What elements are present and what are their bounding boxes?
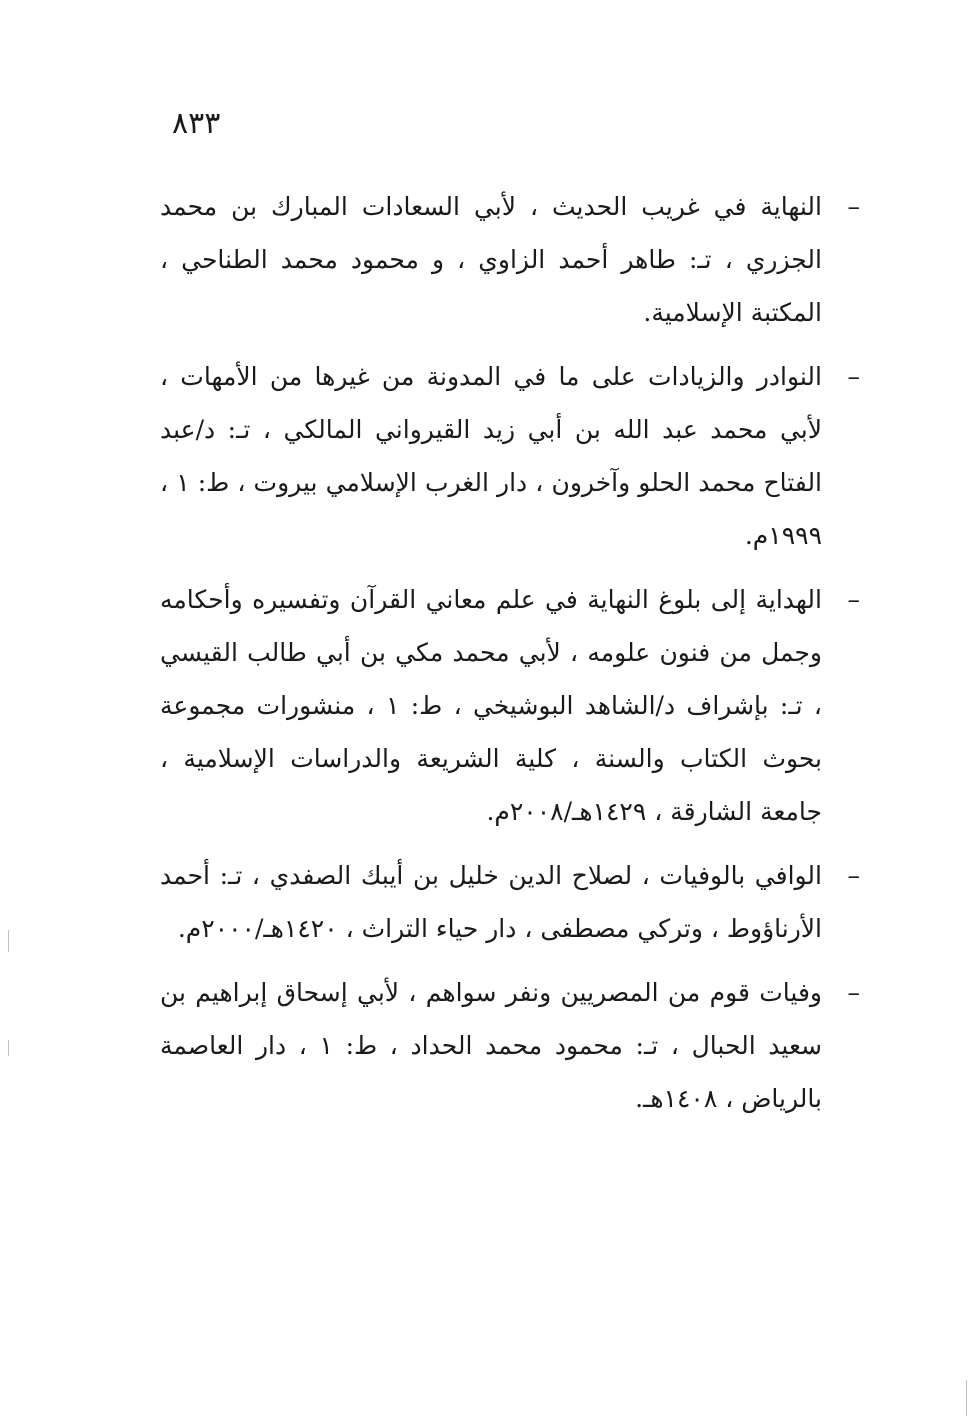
bullet-dash: – xyxy=(847,861,860,890)
scan-edge-mark xyxy=(966,1380,967,1416)
page-number: ٨٣٣ xyxy=(172,106,221,141)
entry-text: الوافي بالوفيات ، لصلاح الدين خليل بن أيبك الصفدي ، تـ: أحمد الأرناؤوط ، وتركي مصطفى ، دار حياء التراث ، ١٤٢٠هـ/٢٠٠٠م. xyxy=(160,861,822,943)
entry-text: النهاية في غريب الحديث ، لأبي السعادات المبارك بن محمد الجزري ، تـ: طاهر أحمد الزاوي ، و محمود محمد الطناحي ، المكتبة الإسلامية. xyxy=(160,192,822,327)
bullet-dash: – xyxy=(847,192,860,221)
entry-text: وفيات قوم من المصريين ونفر سواهم ، لأبي إسحاق إبراهيم بن سعيد الحبال ، تـ: محمود محمد الحداد ، ط: ١ ، دار العاصمة بالرياض ، ١٤٠٨هـ. xyxy=(160,978,822,1113)
bibliography-entry xyxy=(160,849,860,955)
bibliography-entry xyxy=(160,180,860,339)
bullet-dash: – xyxy=(847,978,860,1007)
entry-text: الهداية إلى بلوغ النهاية في علم معاني القرآن وتفسيره وأحكامه وجمل من فنون علومه ، لأبي محمد مكي بن أبي طالب القيسي ، تـ: بإشراف د/الشاهد البوشيخي ، ط: ١ ، منشورات مجموعة بحوث الكتاب والسنة ، كلية الشريعة والدراسات الإسلامية ، جامعة الشارقة ، ١٤٢٩هـ/٢٠٠٨م. xyxy=(160,585,822,826)
bibliography-entry xyxy=(160,573,860,838)
entry-text: النوادر والزيادات على ما في المدونة من غيرها من الأمهات ، لأبي محمد عبد الله بن أبي زيد القيرواني المالكي ، تـ: د/عبد الفتاح محمد الحلو وآخرون ، دار الغرب الإسلامي بيروت ، ط: ١ ، ١٩٩٩م. xyxy=(160,362,823,550)
bullet-dash: – xyxy=(847,362,860,391)
scan-edge-mark xyxy=(8,1040,9,1056)
scan-edge-mark xyxy=(8,930,9,952)
bibliography-list xyxy=(160,180,860,1136)
bibliography-entry xyxy=(160,966,860,1125)
bullet-dash: – xyxy=(847,585,860,614)
bibliography-entry xyxy=(160,350,860,562)
